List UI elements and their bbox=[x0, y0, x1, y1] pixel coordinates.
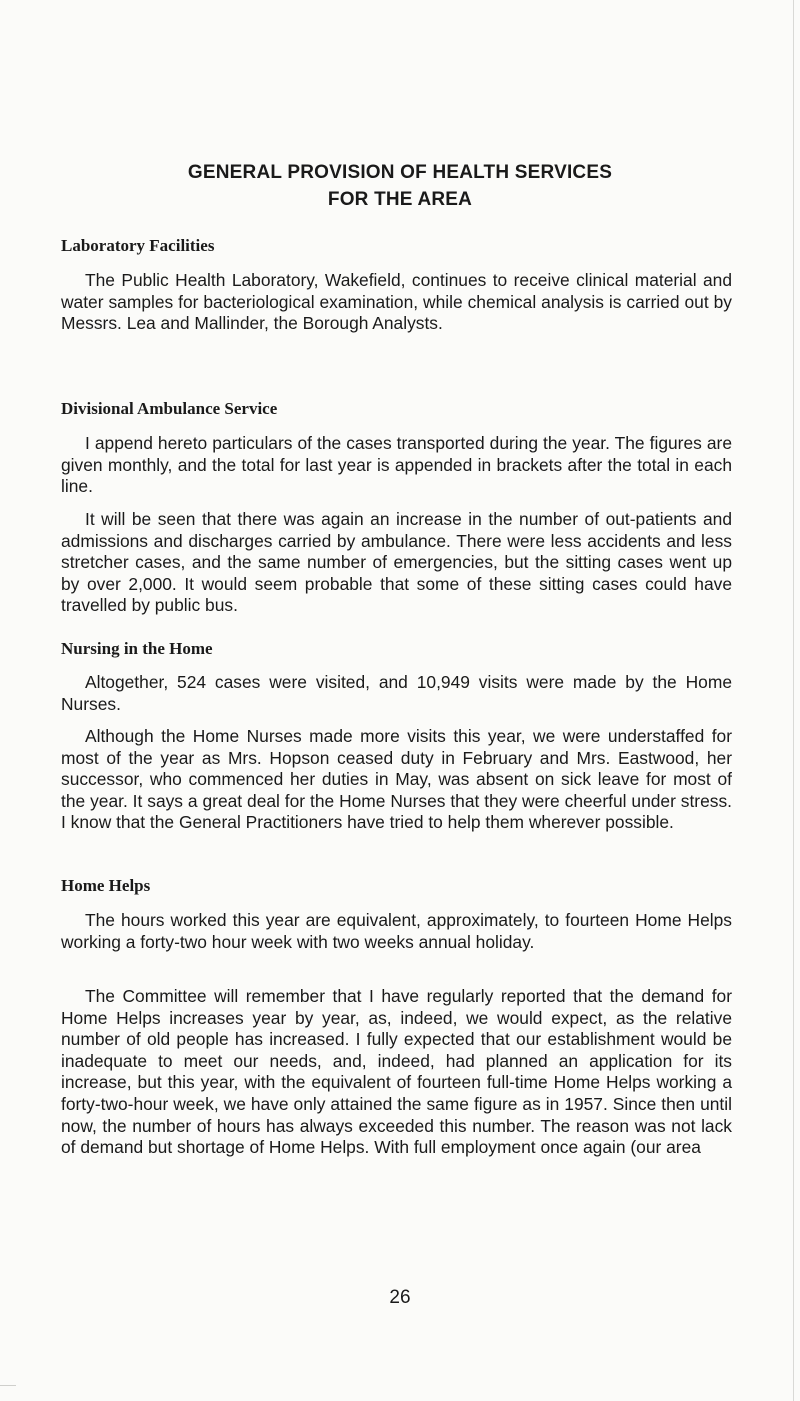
paragraph-ambulance-1: I append hereto particulars of the cases transported during the year. The figures are given monthly, and the total for last year is appended in brackets after the total in each line. bbox=[61, 433, 732, 497]
scan-corner-mark bbox=[0, 1385, 16, 1386]
paragraph-nursing-1: Altogether, 524 cases were visited, and 10,949 visits were made by the Home Nurses. bbox=[61, 672, 732, 714]
page-title-line-2: FOR THE AREA bbox=[327, 189, 473, 210]
page-number: 26 bbox=[389, 1287, 411, 1308]
paragraph-home-helps-2: The Committee will remember that I have regularly reported that the demand for Home Helps increases year by year, as, indeed, we would expect, as the relative number of old people has increased. I fully expected that our establishment would be inadequate to meet our needs, and, indeed, had planned an application for its increase, but this year, with the equivalent of fourteen full-time Home Helps working a forty-two-hour week, we have only attained the same figure as in 1957. Since then until now, the number of hours has always exceeded this number. The reason was not lack of demand but shortage of Home Helps. With full employment once again (our area bbox=[61, 986, 732, 1158]
paragraph-home-helps-1: The hours worked this year are equivalent, approximately, to fourteen Home Helps working a forty-two hour week with two weeks annual holiday. bbox=[61, 910, 732, 952]
page-title-line-1: GENERAL PROVISION OF HEALTH SERVICES bbox=[187, 162, 613, 183]
section-heading-laboratory-facilities: Laboratory Facilities bbox=[61, 236, 215, 255]
section-heading-divisional-ambulance-service: Divisional Ambulance Service bbox=[61, 399, 278, 418]
paragraph-nursing-2: Although the Home Nurses made more visits this year, we were understaffed for most of the year as Mrs. Hopson ceased duty in February and Mrs. Eastwood, her successor, who commenced her duties in May, was absent on sick leave for most of the year. It says a great deal for the Home Nurses that they were cheerful under stress. I know that the General Practitioners have tried to help them wherever possible. bbox=[61, 726, 732, 833]
paragraph-laboratory-1: The Public Health Laboratory, Wakefield, continues to receive clinical material and water samples for bacteriological examination, while chemical analysis is carried out by Messrs. Lea and Mallinder, the Borough Analysts. bbox=[61, 270, 732, 334]
section-heading-home-helps: Home Helps bbox=[61, 876, 151, 895]
section-heading-nursing-in-the-home: Nursing in the Home bbox=[61, 639, 213, 658]
paragraph-ambulance-2: It will be seen that there was again an increase in the number of out-patients and admissions and discharges carried by ambulance. There were less accidents and less stretcher cases, and the same number of emergencies, but the sitting cases went up by over 2,000. It would seem probable that some of these sitting cases could have travelled by public bus. bbox=[61, 509, 732, 616]
page-edge-line bbox=[793, 0, 794, 1401]
